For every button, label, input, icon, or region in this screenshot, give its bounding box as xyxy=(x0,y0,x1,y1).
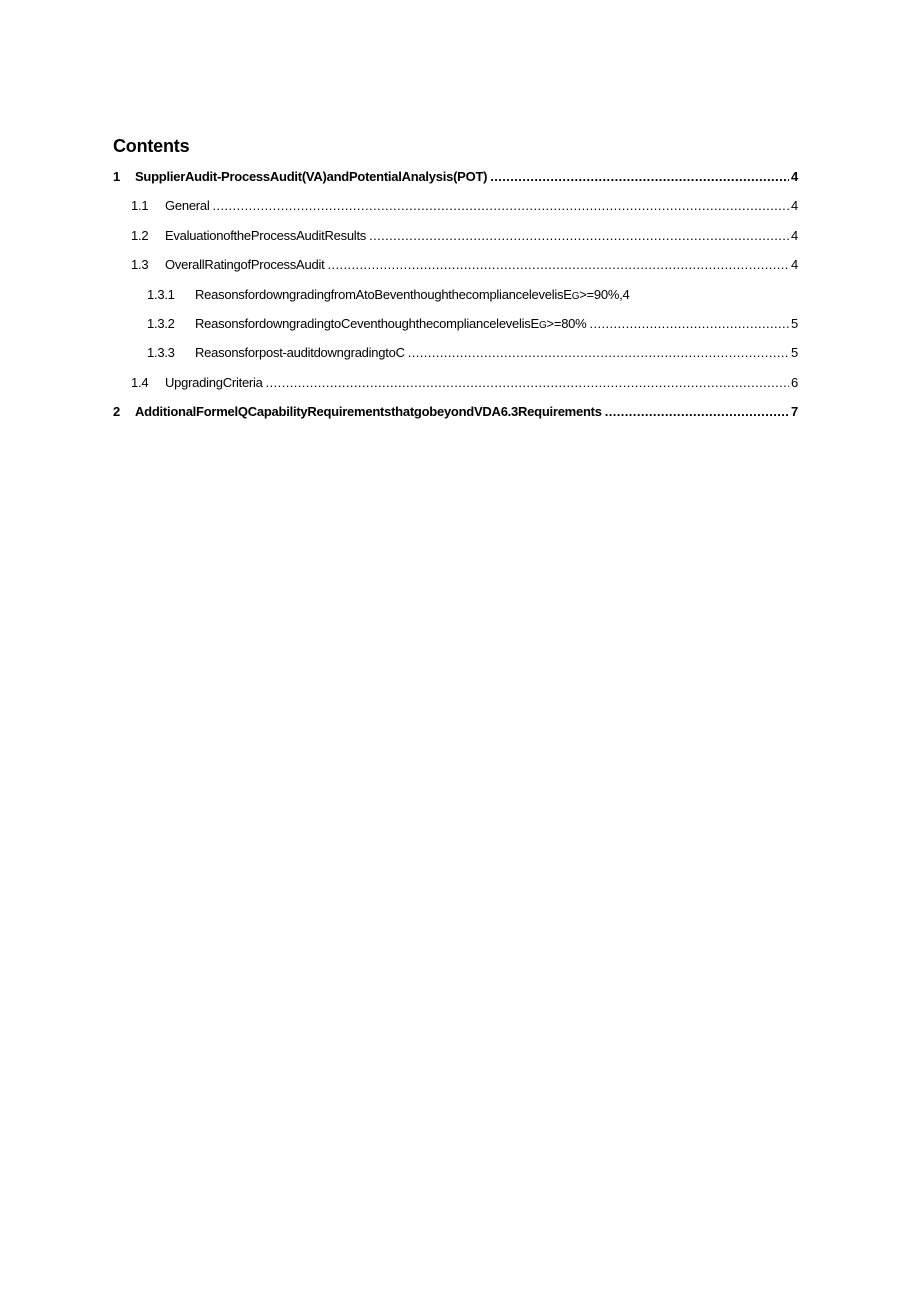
toc-entry-page: 4 xyxy=(791,257,798,273)
toc-leader-dots xyxy=(327,257,789,272)
toc-entry-text-main: ReasonsfordowngradingfromAtoBeventhoughthecompliancelevelisE xyxy=(195,286,572,302)
toc-entry-page: 4 xyxy=(791,227,798,243)
toc-entry-subscript: G xyxy=(538,319,547,331)
toc-leader-dots xyxy=(605,404,789,419)
toc-leader-dots xyxy=(266,375,789,390)
toc-entry-text: OverallRatingofProcessAudit xyxy=(165,257,325,273)
toc-entry-number: 1.4 xyxy=(131,374,149,390)
toc-leader-dots xyxy=(408,345,789,360)
toc-entry-text: General xyxy=(165,198,210,214)
toc-entry-number: 1.3 xyxy=(131,257,149,273)
toc-entry-page: 5 xyxy=(791,315,798,331)
toc-entry-text: EvaluationoftheProcessAuditResults xyxy=(165,227,367,243)
toc-entry-subscript: G xyxy=(571,290,580,302)
toc-entry-number: 1 xyxy=(113,169,120,184)
toc-leader-dots xyxy=(369,228,789,243)
toc-leader-dots xyxy=(490,169,789,184)
toc-entry-text: SupplierAudit-ProcessAudit(VA)andPotentialAnalysis(POT) xyxy=(135,169,488,184)
toc-entry-2[interactable] xyxy=(113,404,798,433)
toc-entry-page: 4 xyxy=(622,286,630,302)
toc-entry-page: 6 xyxy=(791,374,798,390)
toc-entry-number: 2 xyxy=(113,404,120,420)
toc-entry-number: 1.1 xyxy=(131,198,149,214)
toc-entry-1-4[interactable] xyxy=(113,375,798,404)
toc-entry-1-3-1[interactable] xyxy=(113,287,798,316)
toc-leader-dots xyxy=(213,198,790,213)
toc-entry-text xyxy=(195,287,623,302)
toc-entry-text-tail: >=90%, xyxy=(579,286,623,302)
toc-entry-text xyxy=(195,316,586,331)
toc-entry-page: 5 xyxy=(791,345,798,361)
toc-entry-text-tail: >=80% xyxy=(546,315,587,331)
toc-entry-page: 4 xyxy=(791,198,798,214)
toc-heading: Contents xyxy=(113,136,190,156)
toc-entry-text: AdditionalFormelQCapabilityRequirementsthatgobeyondVDA6.3Requirements xyxy=(135,404,602,420)
toc-entry-1[interactable] xyxy=(113,169,798,198)
toc-entry-1-3[interactable] xyxy=(113,257,798,286)
toc-entry-1-2[interactable] xyxy=(113,228,798,257)
toc-entry-number: 1.3.3 xyxy=(147,345,175,361)
toc-entry-number: 1.3.2 xyxy=(147,315,175,331)
toc-entry-page: 7 xyxy=(791,404,798,420)
toc-entry-1-3-3[interactable] xyxy=(113,345,798,374)
toc-entry-text-main: ReasonsfordowngradingtoCeventhoughthecompliancelevelisE xyxy=(195,315,539,331)
table-of-contents xyxy=(113,169,798,434)
toc-entry-number: 1.3.1 xyxy=(147,286,175,302)
toc-entry-text: UpgradingCriteria xyxy=(165,374,263,390)
toc-leader-dots xyxy=(589,316,789,331)
toc-entry-text: Reasonsforpost-auditdowngradingtoC xyxy=(195,345,405,361)
toc-entry-number: 1.2 xyxy=(131,227,149,243)
toc-entry-1-3-2[interactable] xyxy=(113,316,798,345)
toc-entry-page: 4 xyxy=(791,169,798,184)
toc-entry-1-1[interactable] xyxy=(113,198,798,227)
